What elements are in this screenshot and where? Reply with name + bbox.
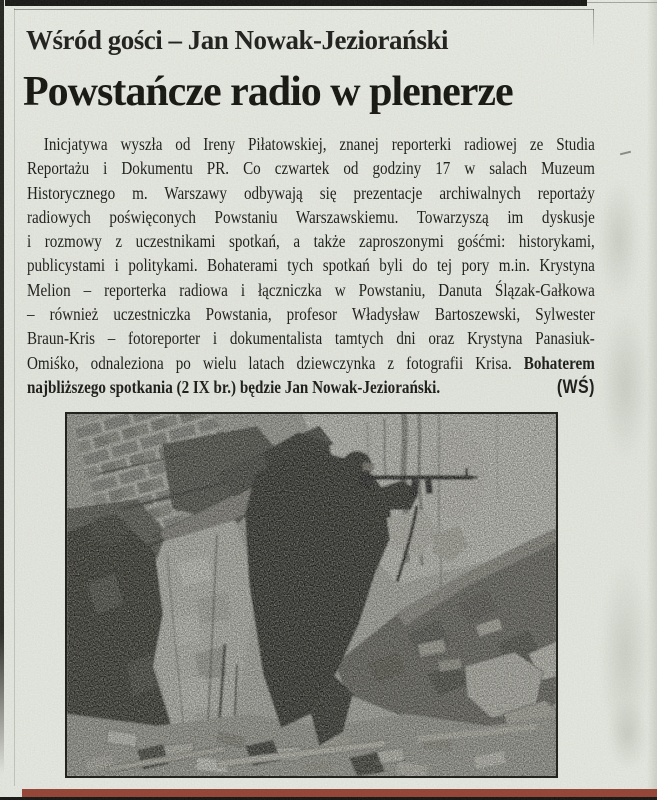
body-line-text: Reportażu i Dokumentu PR. Co czwartek od godziny 17 w salach Muzeum bbox=[27, 158, 595, 179]
article-kicker: Wśród gości – Jan Nowak-Jeziorański bbox=[26, 25, 449, 55]
article-frame-left bbox=[14, 8, 15, 786]
body-line bbox=[27, 132, 595, 156]
article-headline: Powstańcze radio w plenerze bbox=[23, 69, 513, 115]
body-line-text: Omiśko, odnaleziona po wielu latach dziewczynka z fotografii Krisa. bbox=[27, 352, 524, 373]
scan-edge-strip bbox=[0, 0, 4, 790]
article-body bbox=[27, 132, 595, 399]
body-line-text: Historycznego m. Warszawy odbywają się prezentacje archiwalnych reportaży bbox=[27, 182, 595, 203]
body-line-text: Melion – reporterka radiowa i łączniczka w Powstaniu, Danuta Ślązak-Gałkowa bbox=[27, 279, 595, 300]
show-through-smudge bbox=[602, 310, 648, 460]
body-line bbox=[27, 326, 595, 350]
photo-canvas bbox=[67, 414, 556, 776]
body-line bbox=[27, 156, 595, 180]
body-line bbox=[27, 375, 595, 399]
body-line-bold-text: najbliższego spotkania (2 IX br.) będzie Jan Nowak-Jeziorański. bbox=[27, 376, 441, 397]
body-line-text: radiowych poświęconych Powstaniu Warszawskiemu. Towarzyszą im dyskusje bbox=[27, 206, 595, 227]
show-through-smudge bbox=[598, 180, 640, 300]
body-line bbox=[27, 302, 595, 326]
article-frame-right bbox=[593, 9, 594, 47]
body-line bbox=[27, 181, 595, 205]
body-line-text: – również uczestniczka Powstania, profesor Władysław Bartoszewski, Sylwester bbox=[27, 304, 595, 325]
article-frame-top bbox=[14, 9, 594, 10]
author-initials: (WŚ) bbox=[556, 376, 595, 398]
body-line bbox=[27, 229, 595, 253]
body-line bbox=[27, 278, 595, 302]
body-line bbox=[27, 351, 595, 375]
body-line bbox=[27, 205, 595, 229]
insurgent-aiming-rifle-in-rubble-photo bbox=[65, 412, 558, 778]
body-line-text: Braun-Kris – fotoreporter i dokumentalista tamtych dni oraz Krystyna Panasiuk- bbox=[27, 328, 595, 349]
body-line-bold-text: Bohaterem bbox=[523, 352, 595, 373]
top-black-bar bbox=[5, 0, 587, 6]
body-line bbox=[27, 253, 595, 277]
body-line-text: publicystami i politykami. Bohaterami tych spotkań byli do tej pory m.in. Krystyna bbox=[27, 255, 595, 276]
body-line-text: Inicjatywa wyszła od Ireny Piłatowskiej, znanej reporterki radiowej ze Studia bbox=[43, 134, 595, 154]
margin-pencil-mark bbox=[620, 151, 631, 156]
body-line-text: i rozmowy z uczestnikami spotkań, a także zaproszonymi gośćmi: historykami, bbox=[27, 231, 595, 252]
show-through-smudge bbox=[608, 700, 648, 770]
